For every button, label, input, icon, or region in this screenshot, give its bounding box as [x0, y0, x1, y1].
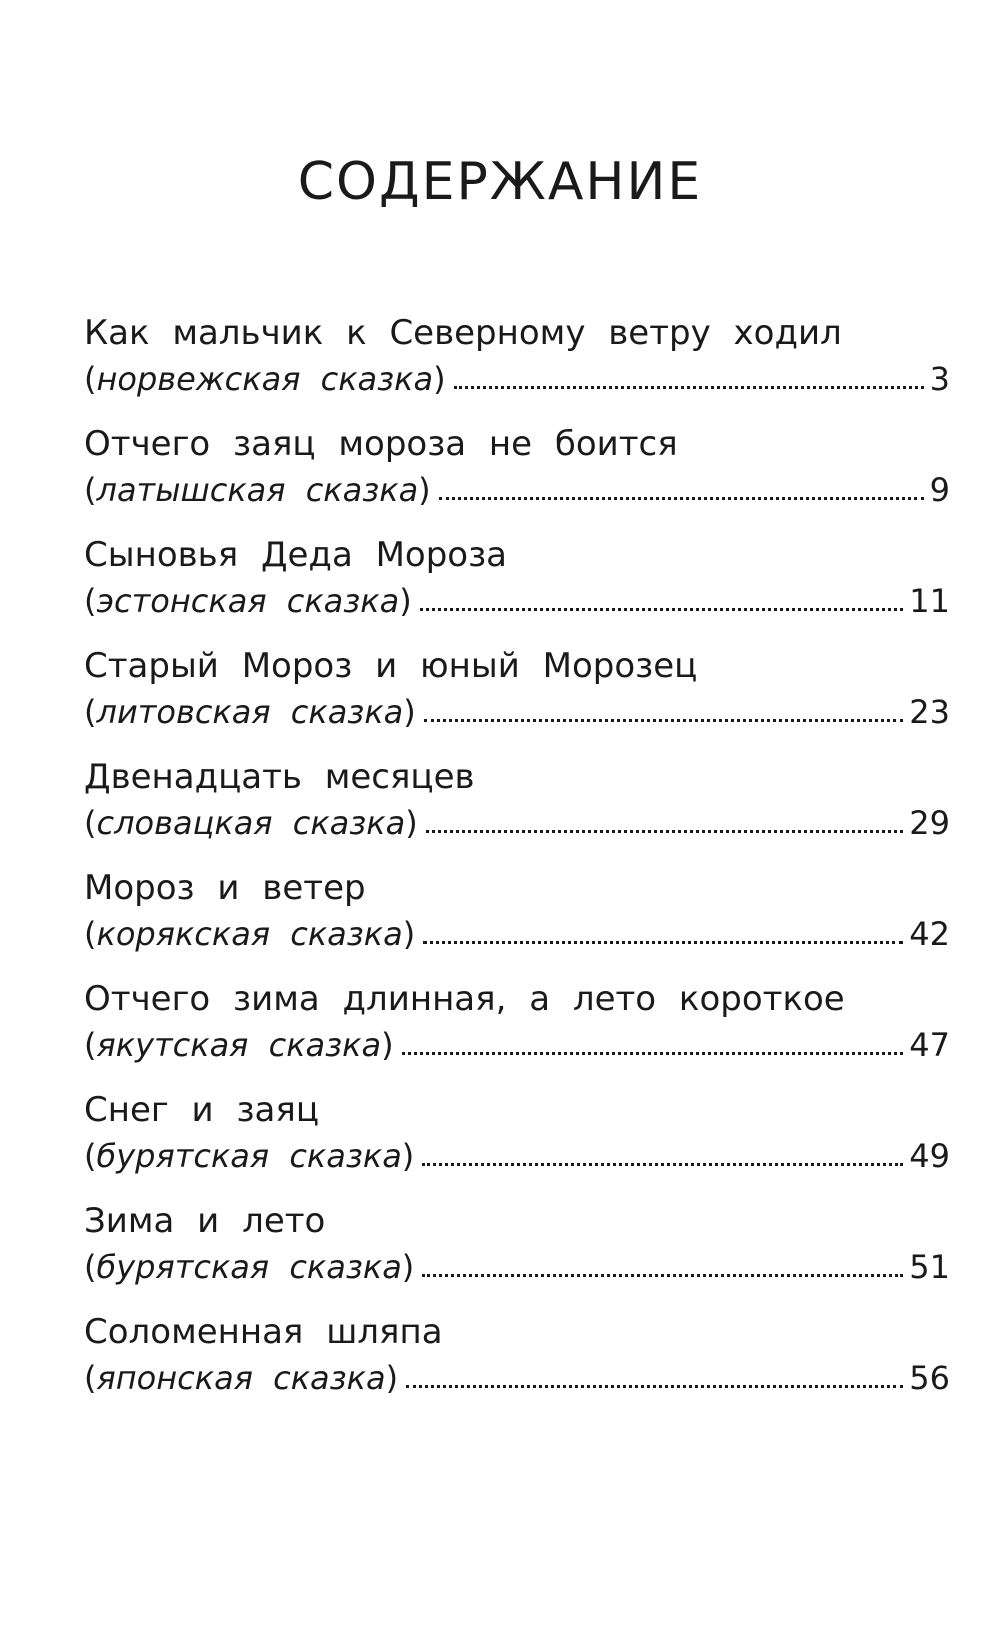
- entry-origin-line: [84, 578, 950, 624]
- page-number[interactable]: 23: [909, 693, 950, 731]
- entry-title: Сыновья Деда Мороза: [84, 535, 508, 575]
- dot-leader: [439, 497, 924, 500]
- entry-title: Соломенная шляпа: [84, 1312, 443, 1352]
- toc-entry[interactable]: [84, 1309, 950, 1420]
- page-number[interactable]: 49: [909, 1137, 950, 1175]
- toc-entry[interactable]: [84, 754, 950, 865]
- entry-origin: бурятская сказка: [96, 1137, 402, 1175]
- entry-origin: эстонская сказка: [96, 582, 400, 620]
- paren-close: ): [401, 1137, 415, 1175]
- entry-title: Отчего заяц мороза не боится: [84, 424, 678, 464]
- entry-origin: бурятская сказка: [96, 1248, 402, 1286]
- entry-origin-line: [84, 1244, 950, 1290]
- paren-open: (: [84, 1248, 97, 1286]
- entry-title: Как мальчик к Северному ветру ходил: [84, 313, 842, 353]
- toc-list: [84, 310, 950, 1420]
- dot-leader: [420, 608, 904, 611]
- page-number[interactable]: 3: [929, 360, 950, 398]
- entry-origin-line: [84, 800, 950, 846]
- paren-close: ): [385, 1359, 399, 1397]
- entry-title: Снег и заяц: [84, 1090, 319, 1130]
- page-number[interactable]: 47: [909, 1026, 950, 1064]
- toc-entry[interactable]: [84, 643, 950, 754]
- toc-entry[interactable]: [84, 976, 950, 1087]
- page-number[interactable]: 9: [929, 471, 950, 509]
- paren-open: (: [84, 582, 97, 620]
- dot-leader: [423, 941, 903, 944]
- paren-close: ): [403, 693, 416, 731]
- paren-open: (: [84, 693, 97, 731]
- page-title: СОДЕРЖАНИЕ: [297, 152, 703, 212]
- dot-leader: [426, 830, 904, 833]
- entry-title: Двенадцать месяцев: [84, 757, 475, 797]
- paren-open: (: [84, 360, 97, 398]
- page-number[interactable]: 51: [909, 1248, 950, 1286]
- entry-title: Отчего зима длинная, а лето короткое: [84, 979, 845, 1019]
- paren-open: (: [84, 1359, 97, 1397]
- paren-open: (: [84, 804, 97, 842]
- entry-title: Зима и лето: [84, 1201, 326, 1241]
- entry-origin-line: [84, 1355, 950, 1401]
- page-number[interactable]: 29: [909, 804, 950, 842]
- paren-close: ): [433, 360, 446, 398]
- dot-leader: [402, 1052, 904, 1055]
- entry-origin-line: [84, 911, 950, 957]
- toc-entry[interactable]: [84, 310, 950, 421]
- paren-close: ): [401, 1248, 415, 1286]
- entry-title: Старый Мороз и юный Морозец: [84, 646, 698, 686]
- paren-open: (: [84, 1137, 97, 1175]
- page-number[interactable]: 56: [909, 1359, 950, 1397]
- toc-entry[interactable]: [84, 1087, 950, 1198]
- paren-open: (: [84, 471, 97, 509]
- dot-leader: [406, 1385, 903, 1388]
- dot-leader: [424, 719, 904, 722]
- paren-open: (: [84, 1026, 97, 1064]
- entry-origin-line: [84, 689, 950, 735]
- page-number[interactable]: 42: [909, 915, 950, 953]
- toc-entry[interactable]: [84, 421, 950, 532]
- toc-entry[interactable]: [84, 532, 950, 643]
- entry-title: Мороз и ветер: [84, 868, 366, 908]
- paren-close: ): [405, 804, 418, 842]
- entry-origin-line: [84, 1022, 950, 1068]
- entry-origin: словацкая сказка: [96, 804, 406, 842]
- entry-origin: корякская сказка: [96, 915, 403, 953]
- entry-origin: литовская сказка: [96, 693, 404, 731]
- toc-entry[interactable]: [84, 1198, 950, 1309]
- toc-entry[interactable]: [84, 865, 950, 976]
- paren-close: ): [418, 471, 431, 509]
- dot-leader: [454, 386, 924, 389]
- dot-leader: [422, 1274, 903, 1277]
- entry-origin: якутская сказка: [96, 1026, 382, 1064]
- paren-close: ): [399, 582, 412, 620]
- dot-leader: [422, 1163, 903, 1166]
- page-number[interactable]: 11: [909, 582, 950, 620]
- entry-origin-line: [84, 467, 950, 513]
- entry-origin: японская сказка: [96, 1359, 386, 1397]
- paren-close: ): [381, 1026, 394, 1064]
- entry-origin-line: [84, 1133, 950, 1179]
- paren-open: (: [84, 915, 97, 953]
- entry-origin-line: [84, 356, 950, 402]
- entry-origin: норвежская сказка: [96, 360, 434, 398]
- paren-close: ): [402, 915, 416, 953]
- entry-origin: латышская сказка: [96, 471, 419, 509]
